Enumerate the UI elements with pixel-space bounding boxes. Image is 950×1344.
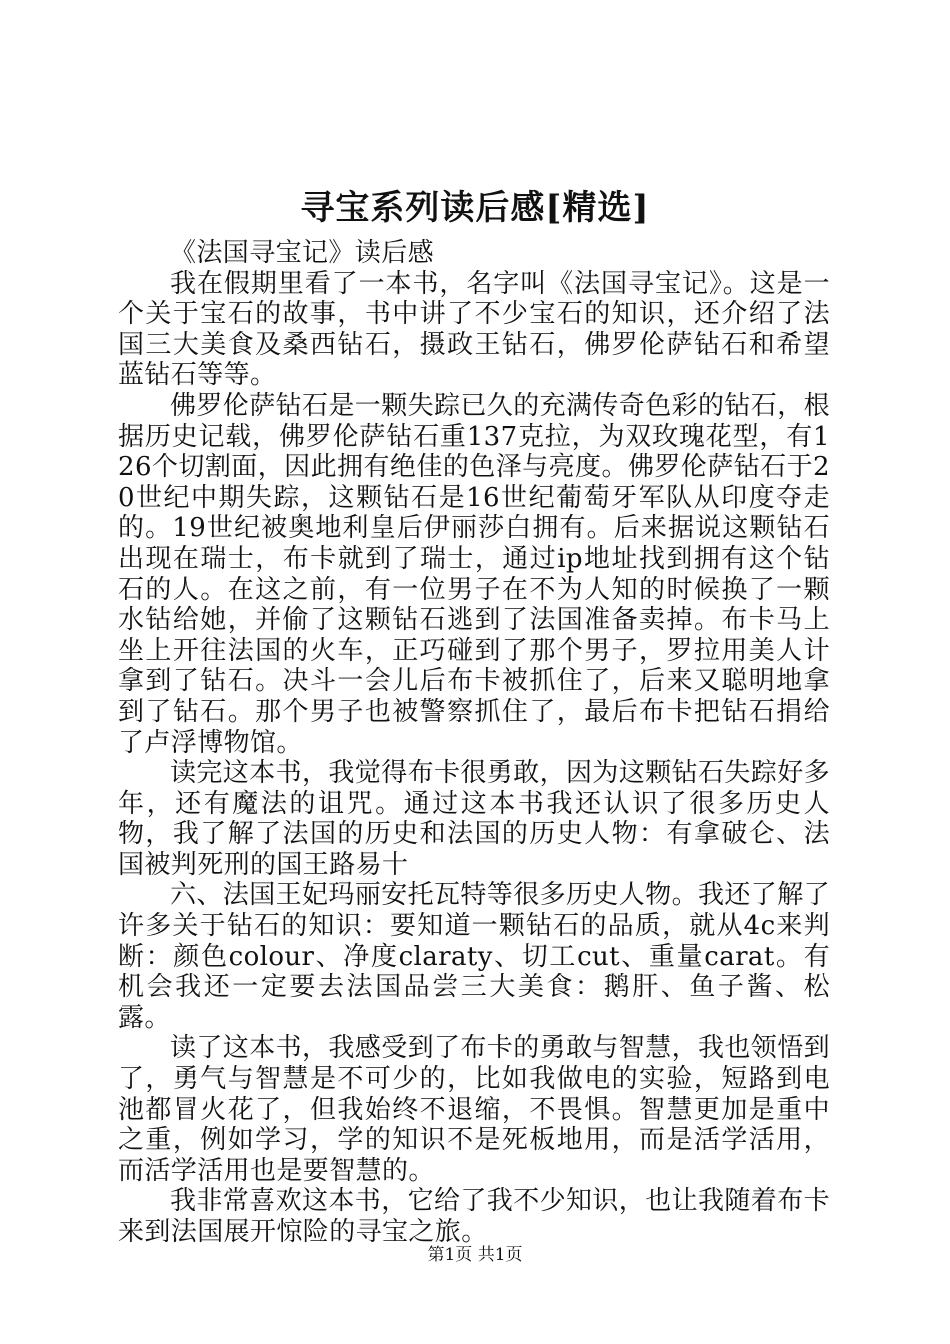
document-title: 寻宝系列读后感[精选] <box>300 188 650 228</box>
paragraph: 我非常喜欢这本书，它给了我不少知识，也让我随着布卡来到法国展开惊险的寻宝之旅。 <box>118 1186 831 1247</box>
paragraph: 我在假期里看了一本书，名字叫《法国寻宝记》。这是一个关于宝石的故事，书中讲了不少宝石的知识，还介绍了法国三大美食及桑西钻石，摄政王钻石，佛罗伦萨钻石和希望蓝钻石等等。 <box>118 268 830 391</box>
paragraph: 读了这本书，我感受到了布卡的勇敢与智慧，我也领悟到了，勇气与智慧是不可少的，比如我做电的实验，短路到电池都冒火花了，但我始终不退缩，不畏惧。智慧更加是重中之重，例如学习，学的知识不是死板地用，而是活学活用，而活学活用也是要智慧的。 <box>118 1033 831 1186</box>
section-subtitle: 《法国寻宝记》读后感 <box>170 238 435 268</box>
paragraph: 佛罗伦萨钻石是一颗失踪已久的充满传奇色彩的钻石，根据历史记载，佛罗伦萨钻石重137克拉，为双玫瑰花型，有126个切割面，因此拥有绝佳的色泽与亮度。佛罗伦萨钻石于20世纪中期失踪，这颗钻石是16世纪葡萄牙军队从印度夺走的。19世纪被奥地利皇后伊丽莎白拥有。后来据说这颗钻石出现在瑞士，布卡就到了瑞士，通过ip地址找到拥有这个钻石的人。在这之前，有一位男子在不为人知的时候换了一颗水钻给她，并偷了这颗钻石逃到了法国准备卖掉。布卡马上坐上开往法国的火车，正巧碰到了那个男子，罗拉用美人计拿到了钻石。决斗一会儿后布卡被抓住了，后来又聪明地拿到了钻石。那个男子也被警察抓住了，最后布卡把钻石捐给了卢浮博物馆。 <box>118 390 831 758</box>
paragraph: 读完这本书，我觉得布卡很勇敢，因为这颗钻石失踪好多年，还有魔法的诅咒。通过这本书我还认识了很多历史人物，我了解了法国的历史和法国的历史人物：有拿破仑、法国被判死刑的国王路易十 <box>118 758 831 880</box>
document-body <box>118 238 830 1248</box>
paragraph: 六、法国王妃玛丽安托瓦特等很多历史人物。我还了解了许多关于钻石的知识：要知道一颗钻石的品质，就从4c来判断：颜色colour、净度claraty、切工cut、重量carat。有机会我还一定要去法国品尝三大美食：鹅肝、鱼子酱、松露。 <box>118 880 831 1033</box>
page-footer: 第1页 共1页 <box>427 1245 523 1265</box>
